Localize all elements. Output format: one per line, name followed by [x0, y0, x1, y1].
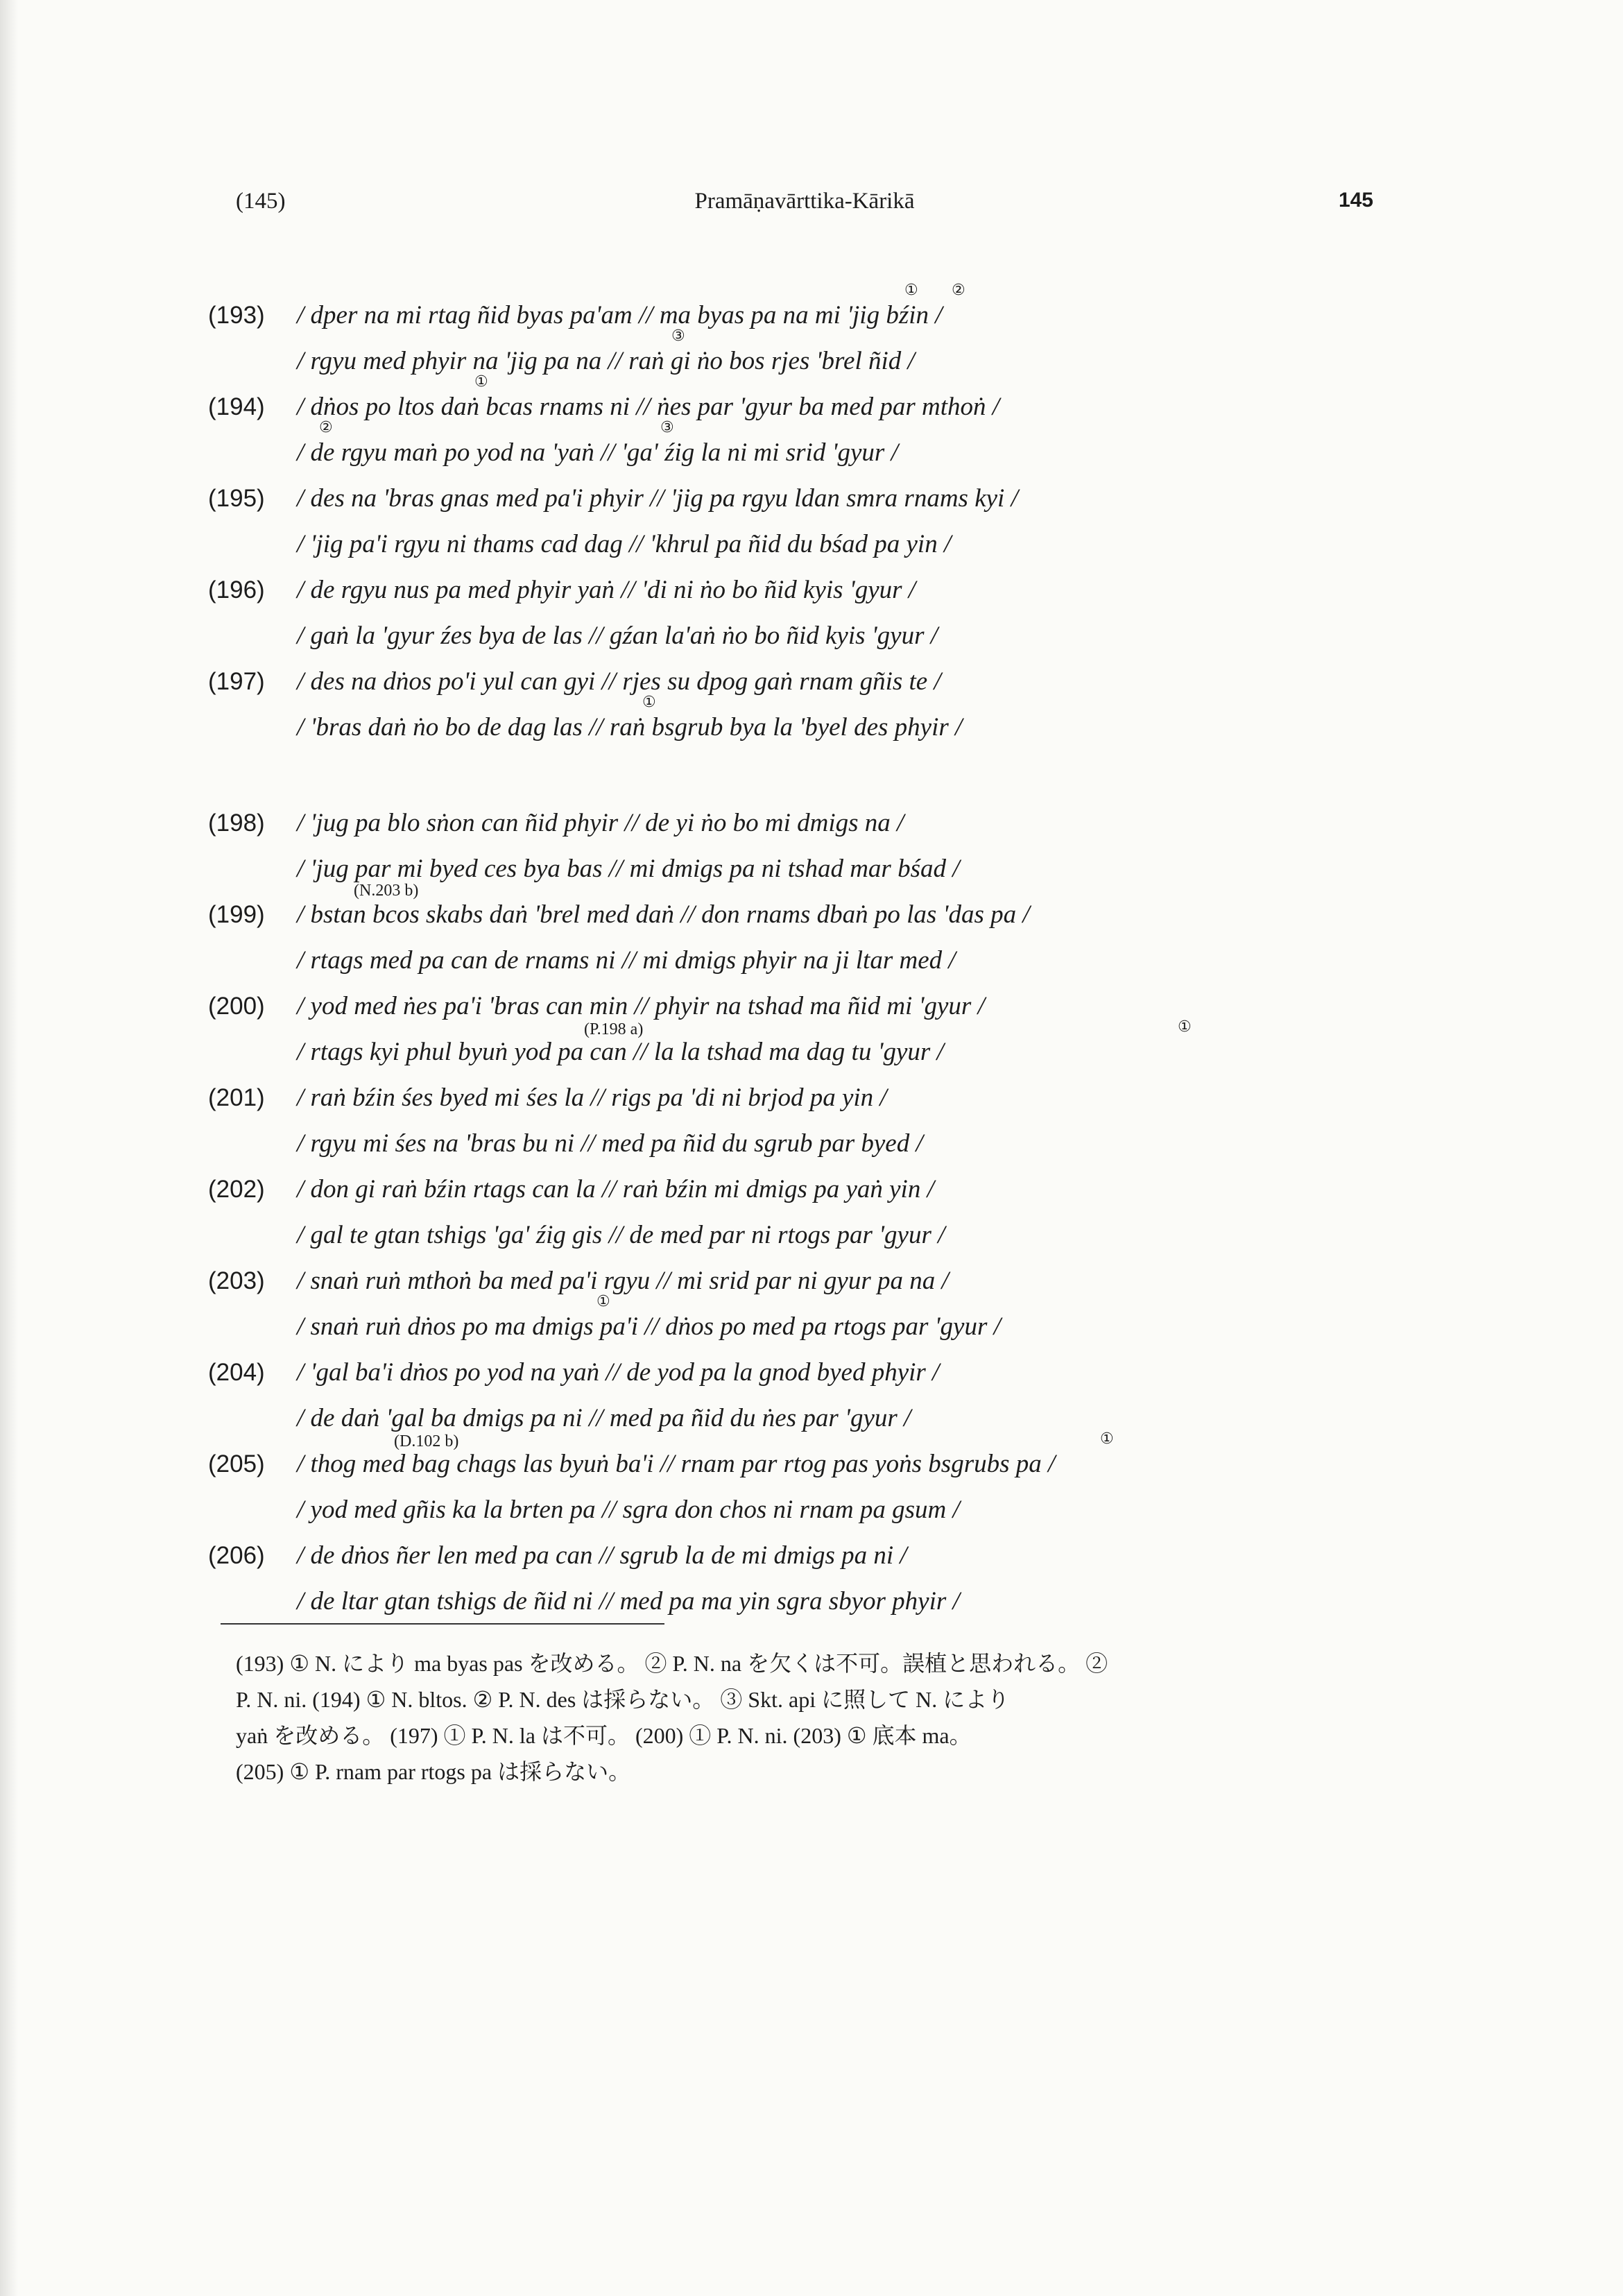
- running-header: [236, 189, 1373, 223]
- verse-line: [208, 282, 1415, 339]
- verse-number: (203): [208, 1267, 265, 1294]
- verse-number: (194): [208, 393, 265, 420]
- verse-line: [208, 1487, 1415, 1533]
- verse-text: / des na 'bras gnas med pa'i phyir // 'jig pa rgyu ldan smra rnams kyi /: [297, 484, 1018, 513]
- note-marker: ②: [319, 419, 333, 436]
- verse-line: [208, 1167, 1415, 1213]
- verse-line: [208, 1075, 1415, 1121]
- verse-number: (199): [208, 901, 265, 928]
- verse-line: [208, 522, 1415, 567]
- verse-line: [208, 800, 1415, 846]
- verse-line: [208, 1441, 1415, 1487]
- verse-205: [208, 1441, 1415, 1533]
- verse-block: [208, 282, 1415, 1625]
- verse-199: [208, 892, 1415, 984]
- verse-202: [208, 1167, 1415, 1258]
- edition-ref: (N.203 b): [354, 882, 419, 900]
- footnote-line: P. N. ni. (194) ① N. bltos. ② P. N. des は採らない。 ③ Skt. api に照して N. により: [236, 1687, 1010, 1712]
- note-marker: ①: [596, 1293, 610, 1310]
- page-number: 145: [1338, 189, 1373, 212]
- verse-text: / de ltar gtan tshigs de ñid ni // med pa ma yin sgra sbyor phyir /: [297, 1587, 960, 1616]
- note-marker: ①: [1178, 1018, 1192, 1036]
- verse-text: / snaṅ ruṅ mthoṅ ba med pa'i rgyu // mi srid par ni gyur pa na /: [297, 1267, 949, 1295]
- verse-text: / 'jig pa'i rgyu ni thams cad dag // 'khrul pa ñid du bśad pa yin /: [297, 530, 952, 558]
- verse-text: / rtags kyi phul byuṅ yod pa can // la la tshad ma dag tu 'gyur /: [297, 1038, 944, 1066]
- verse-line: [208, 419, 1415, 476]
- section-gap: [208, 751, 1415, 800]
- verse-text: / bstan bcos skabs daṅ 'brel med daṅ // don rnams dbaṅ po las 'das pa /: [297, 900, 1030, 929]
- verse-text: / 'bras daṅ ṅo bo de dag las // raṅ bsgrub bya la 'byel des phyir /: [297, 713, 963, 742]
- verse-number: (200): [208, 993, 265, 1020]
- verse-line: [208, 1293, 1415, 1350]
- edition-ref: (D.102 b): [394, 1432, 459, 1450]
- verse-line: [208, 373, 1415, 430]
- verse-line: [208, 327, 1415, 384]
- verse-text: / des na dṅos po'i yul can gyi // rjes su dpog gaṅ rnam gñis te /: [297, 667, 941, 696]
- verse-195: [208, 476, 1415, 567]
- verse-text: / don gi raṅ bźin rtags can la // raṅ bźin mi dmigs pa yaṅ yin /: [297, 1175, 934, 1203]
- verse-line: [208, 846, 1415, 900]
- verse-number: (204): [208, 1359, 265, 1386]
- verse-text: / de rgyu nus pa med phyir yaṅ // 'di ni ṅo bo ñid kyis 'gyur /: [297, 576, 916, 604]
- verse-text: / de dṅos ñer len med pa can // sgrub la de mi dmigs pa ni /: [297, 1541, 907, 1570]
- header-page-label: (145): [236, 189, 286, 214]
- note-marker: ③: [671, 327, 685, 345]
- verse-number: (202): [208, 1176, 265, 1203]
- footnote-line: (193) ① N. により ma byas pas を改める。 ② P. N. na を欠くは不可。誤植と思われる。 ②: [236, 1651, 1108, 1676]
- verse-196: [208, 567, 1415, 659]
- footnote-line: yaṅ を改める。 (197) ① P. N. la は不可。 (200) ① P. N. ni. (203) ① 底本 ma。: [236, 1723, 972, 1748]
- note-marker: ①: [642, 694, 656, 711]
- verse-line: [208, 1396, 1415, 1450]
- verse-text: / 'gal ba'i dṅos po yod na yaṅ // de yod pa la gnod byed phyir /: [297, 1358, 940, 1387]
- verse-number: (195): [208, 485, 265, 512]
- verse-number: (198): [208, 809, 265, 837]
- verse-line: [208, 1258, 1415, 1304]
- verse-text: / de rgyu maṅ po yod na 'yaṅ // 'ga' źig la ni mi srid 'gyur /: [297, 438, 898, 467]
- verse-number: (196): [208, 576, 265, 603]
- verse-number: (201): [208, 1084, 265, 1111]
- verse-text: / de daṅ 'gal ba dmigs pa ni // med pa ñid du ṅes par 'gyur /: [297, 1404, 911, 1432]
- verse-text: / yod med ṅes pa'i 'bras can min // phyir na tshad ma ñid mi 'gyur /: [297, 992, 985, 1020]
- verse-204: [208, 1350, 1415, 1450]
- verse-line: [208, 613, 1415, 659]
- verse-203: [208, 1258, 1415, 1350]
- verse-line: [208, 476, 1415, 522]
- note-marker: ①: [904, 282, 918, 299]
- verse-line: [208, 1018, 1415, 1075]
- verse-line: [208, 892, 1415, 938]
- verse-text: / snaṅ ruṅ dṅos po ma dmigs pa'i // dṅos po med pa rtogs par 'gyur /: [297, 1312, 1001, 1341]
- note-marker: ①: [1100, 1430, 1114, 1448]
- verse-number: (205): [208, 1450, 265, 1477]
- verse-text: / dṅos po ltos daṅ bcas rnams ni // ṅes par 'gyur ba med par mthoṅ /: [297, 393, 1000, 421]
- footnotes: [236, 1645, 1415, 1790]
- verse-line: [208, 938, 1415, 984]
- verse-text: / yod med gñis ka la brten pa // sgra don chos ni rnam pa gsum /: [297, 1496, 960, 1524]
- verse-text: / 'jug pa blo sṅon can ñid phyir // de yi ṅo bo mi dmigs na /: [297, 809, 904, 837]
- verse-number: (193): [208, 302, 265, 329]
- verse-197: [208, 659, 1415, 751]
- verse-text: / gaṅ la 'gyur źes bya de las // gźan la'aṅ ṅo bo ñid kyis 'gyur /: [297, 622, 938, 650]
- edition-ref: (P.198 a): [584, 1020, 644, 1038]
- verse-201: [208, 1075, 1415, 1167]
- verse-text: / thog med bag chags las byuṅ ba'i // rnam par rtog pas yoṅs bsgrubs pa /: [297, 1450, 1056, 1478]
- verse-206: [208, 1533, 1415, 1625]
- verse-text: / rtags med pa can de rnams ni // mi dmigs phyir na ji ltar med /: [297, 946, 956, 975]
- verse-line: [208, 1213, 1415, 1258]
- verse-number: (206): [208, 1542, 265, 1569]
- verse-line: [208, 984, 1415, 1038]
- verse-text: / dper na mi rtag ñid byas pa'am // ma byas pa na mi 'jig bźin /: [297, 301, 943, 329]
- footnote-divider: [221, 1623, 664, 1625]
- header-title: Pramāṇavārttika-Kārikā: [694, 189, 915, 214]
- verse-line: [208, 567, 1415, 613]
- verse-number: (197): [208, 668, 265, 695]
- note-marker: ③: [660, 419, 674, 436]
- verse-text: / raṅ bźin śes byed mi śes la // rigs pa 'di ni brjod pa yin /: [297, 1083, 887, 1112]
- verse-line: [208, 1121, 1415, 1167]
- verse-line: [208, 1533, 1415, 1579]
- verse-text: / 'jug par mi byed ces bya bas // mi dmigs pa ni tshad mar bśad /: [297, 855, 960, 883]
- note-marker: ①: [474, 373, 488, 391]
- verse-text: / rgyu mi śes na 'bras bu ni // med pa ñid du sgrub par byed /: [297, 1129, 923, 1158]
- verse-text: / rgyu med phyir na 'jig pa na // raṅ gi ṅo bos rjes 'brel ñid /: [297, 347, 915, 375]
- verse-193: [208, 282, 1415, 384]
- note-marker: ②: [952, 282, 965, 299]
- verse-200: [208, 984, 1415, 1075]
- verse-line: [208, 1350, 1415, 1396]
- verse-line: [208, 1579, 1415, 1625]
- verse-line: [208, 659, 1415, 705]
- verse-198: [208, 800, 1415, 900]
- scan-edge-shadow: [0, 0, 18, 2296]
- verse-194: [208, 373, 1415, 476]
- verse-text: / gal te gtan tshigs 'ga' źig gis // de med par ni rtogs par 'gyur /: [297, 1221, 945, 1249]
- verse-line: [208, 694, 1415, 751]
- footnote-line: (205) ① P. rnam par rtogs pa は採らない。: [236, 1759, 631, 1784]
